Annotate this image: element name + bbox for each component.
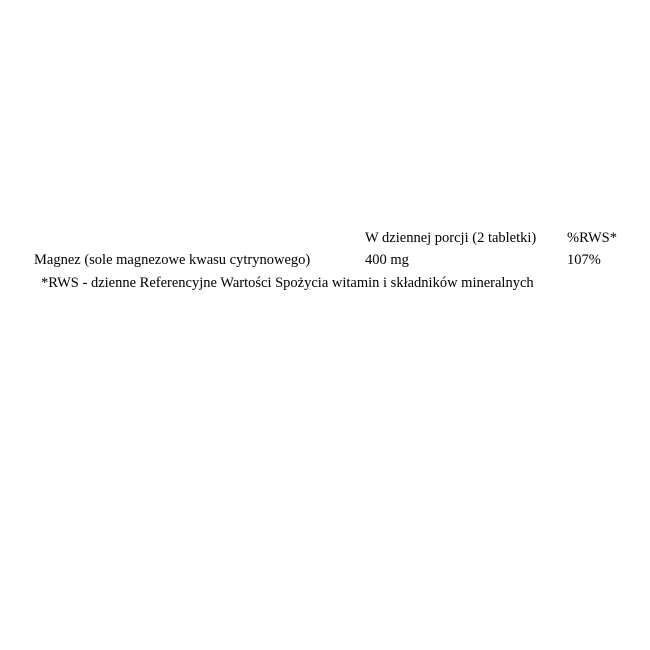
rws-footnote: *RWS - dzienne Referencyjne Wartości Spożycia witamin i składników mineralnych: [41, 275, 534, 291]
column-header-rws: %RWS*: [567, 230, 617, 246]
ingredient-rws-percent: 107%: [567, 252, 601, 268]
column-header-daily-portion: W dziennej porcji (2 tabletki): [365, 230, 537, 246]
ingredient-name: Magnez (sole magnezowe kwasu cytrynowego): [34, 252, 311, 268]
ingredient-amount: 400 mg: [365, 252, 409, 268]
